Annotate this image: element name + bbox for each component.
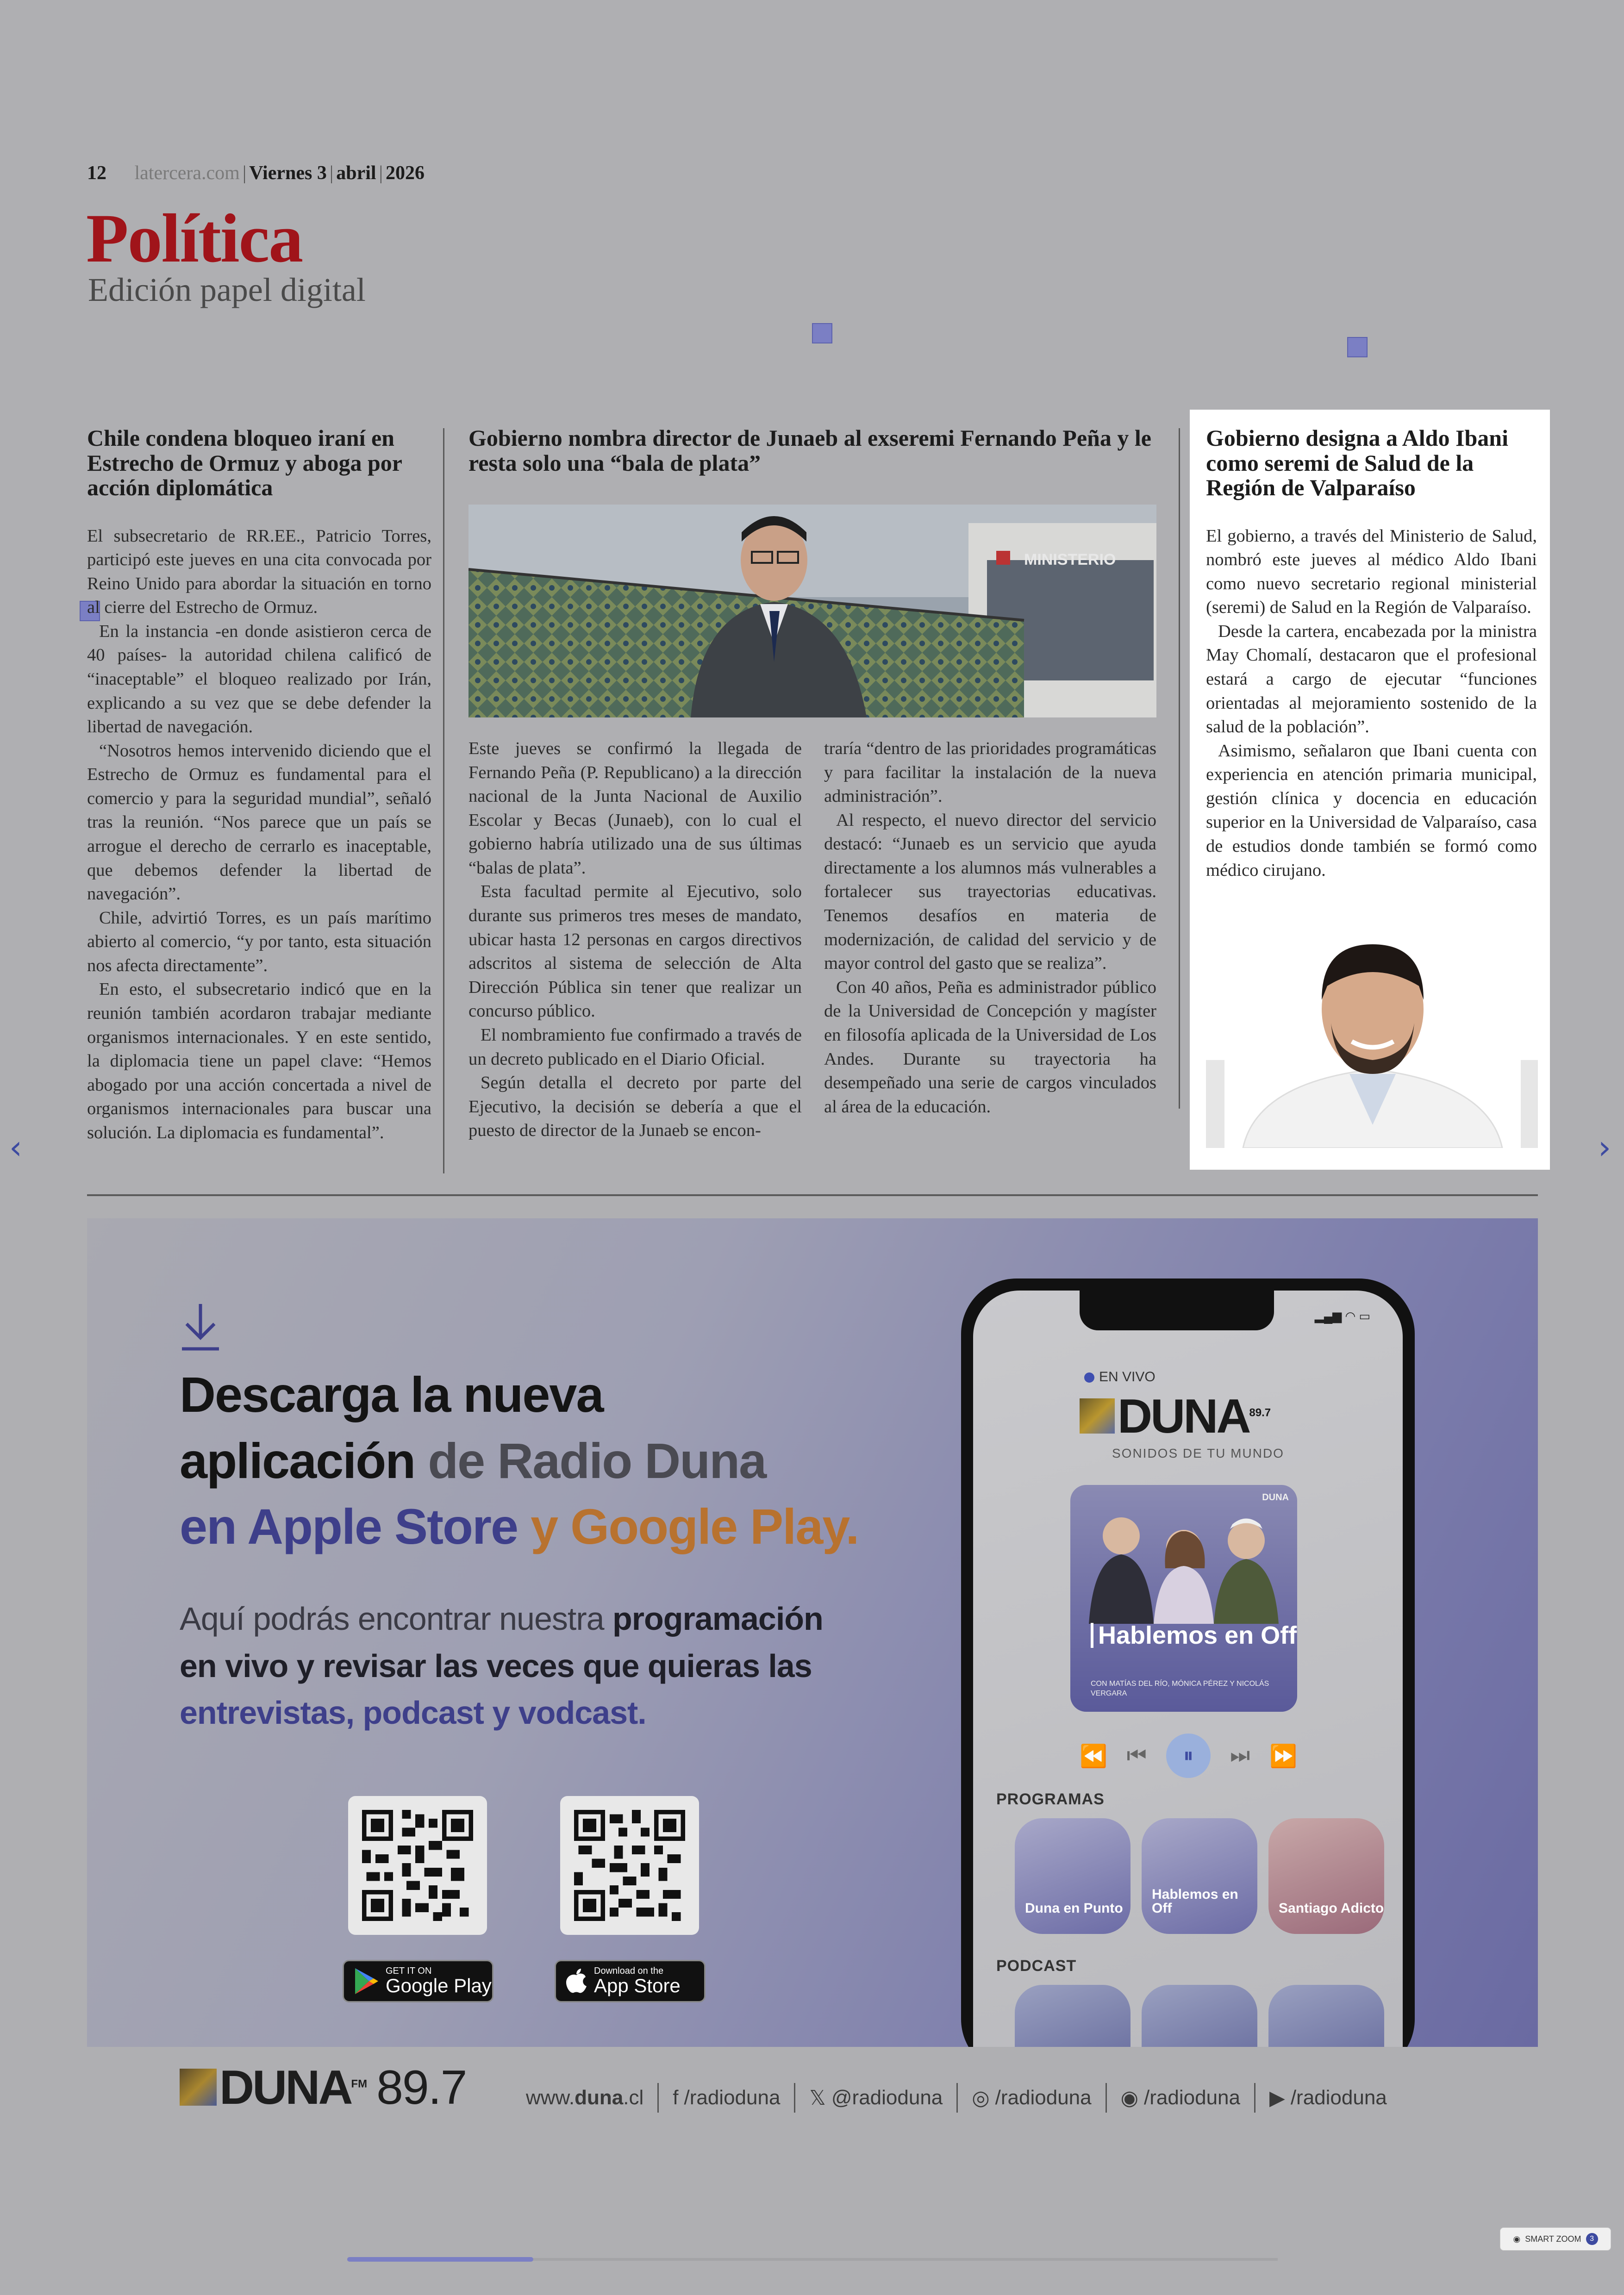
programs-label: PROGRAMAS <box>996 1790 1105 1808</box>
podcast-label: PODCAST <box>996 1957 1077 1975</box>
instagram-link[interactable] <box>956 2083 1105 2113</box>
app-store-badge[interactable] <box>555 1960 706 2002</box>
facebook-icon: f <box>673 2086 679 2109</box>
article-ibani[interactable] <box>1206 426 1537 882</box>
article-paragraph: “Nosotros hemos intervenido diciendo que el Estrecho de Ormuz es fundamental para el comercio y para la seguridad mundial”, señaló tras la reunión. “Nos parece que un país se arrogue el derecho de cerrarlo es inaceptable, que debemos defender la libertad de navegación”. <box>87 741 431 904</box>
article-junaeb-col2[interactable] <box>824 737 1156 1119</box>
next-icon[interactable]: ⏭ <box>1230 1743 1250 1768</box>
edition-subtitle: Edición papel digital <box>88 271 366 308</box>
social-handle: /radioduna <box>995 2086 1092 2109</box>
article-paragraph: Esta facultad permite al Ejecutivo, solo durante sus primeros tres meses de mandato, ubicar hasta 12 personas en cargos directivos adscritos al sistema de selección de Alta Dirección Pública sin tener que realizar un concurso público. <box>468 882 802 1021</box>
x-link[interactable] <box>794 2083 956 2113</box>
x-icon: 𝕏 <box>809 2086 826 2109</box>
section-title: Política <box>86 200 303 277</box>
fast-forward-icon[interactable]: ⏩ <box>1269 1744 1297 1769</box>
live-label: EN VIVO <box>1099 1369 1156 1384</box>
google-play-badge[interactable] <box>343 1960 493 2002</box>
featured-hosts-photo <box>1070 1503 1297 1624</box>
player-controls <box>1080 1735 1297 1777</box>
spotify-icon: ◉ <box>1120 2086 1139 2109</box>
date-month: abril <box>336 162 376 184</box>
program-name: Santiago Adicto <box>1279 1901 1384 1916</box>
apple-icon <box>565 1968 587 1995</box>
page-header-meta: 12 latercera.com | Viernes 3 | abril | 2026 <box>87 162 425 184</box>
article-paragraph: Al respecto, el nuevo director del servicio destacó: “Junaeb es un servicio que ayuda directamente a los alumnos más vulnerables a fortalecer sus trayectorias educativas. Tenemos desafíos en materia de modernización, de calidad del servicio y de mayor control del gasto que se realiza”. <box>824 810 1156 973</box>
app-logo <box>1080 1392 1271 1441</box>
previous-icon[interactable]: ⏮ <box>1126 1743 1147 1768</box>
footer-frequency: 89.7 <box>376 2061 467 2114</box>
featured-show-hosts: CON MATÍAS DEL RÍO, MÓNICA PÉREZ Y NICOLÁS VERGARA <box>1091 1680 1269 1697</box>
date-day: Viernes 3 <box>249 162 327 184</box>
ad-headline-part: aplicación <box>180 1432 415 1489</box>
program-name: Hablemos en Off <box>1152 1887 1238 1916</box>
app-logo-sup: 89.7 <box>1249 1406 1271 1419</box>
building-sign: MINISTERIO <box>1024 551 1116 568</box>
podcast-card[interactable] <box>1268 1985 1384 2047</box>
article-paragraph: Desde la cartera, encabezada por la ministra May Chomalí, destacaron que el profesional estará a cargo de ejecutar “funciones orientadas al mejoramiento sostenido de la salud de la población”. <box>1206 621 1537 737</box>
program-card[interactable] <box>1015 1818 1131 1934</box>
program-name: Duna en Punto <box>1025 1901 1123 1916</box>
article-title: Gobierno designa a Aldo Ibani como seremi de Salud de la Región de Valparaíso <box>1206 425 1508 500</box>
youtube-link[interactable] <box>1254 2083 1401 2113</box>
social-handle: /radioduna <box>1290 2086 1387 2109</box>
featured-show-card[interactable] <box>1070 1485 1297 1712</box>
article-hotspot-marker[interactable] <box>812 323 832 343</box>
podcast-card[interactable] <box>1015 1985 1131 2047</box>
social-handle: /radioduna <box>1144 2086 1240 2109</box>
article-paragraph: Chile, advirtió Torres, es un país marítimo abierto al comercio, “y por tanto, esta situación nos afecta directamente”. <box>87 908 431 975</box>
article-paragraph: En esto, el subsecretario indicó que en la reunión también acordaron trabajar mediante organismos internacionales. Y en este sentido, la diplomacia tiene un papel clave: “Hemos abogado por una acción concertada a nivel de organismos internacionales para buscar una solución. La diplomacia es fundamental”. <box>87 979 431 1142</box>
ad-body <box>180 1596 823 1737</box>
column-divider <box>1179 428 1180 1109</box>
social-handle: /radioduna <box>684 2086 781 2109</box>
smart-zoom-label: SMART ZOOM <box>1525 2234 1581 2244</box>
program-card[interactable] <box>1268 1818 1384 1934</box>
article-junaeb-col1[interactable] <box>468 737 802 1143</box>
article-photo-fernando-pena <box>468 505 1156 717</box>
next-page-button[interactable]: › <box>1598 1129 1611 1166</box>
duna-footer-logo <box>180 2061 467 2114</box>
footer-logo-text: DUNA <box>219 2061 351 2114</box>
podcast-card[interactable] <box>1142 1985 1257 2047</box>
rewind-icon[interactable]: ⏪ <box>1080 1744 1107 1769</box>
app-tagline: SONIDOS DE TU MUNDO <box>1112 1446 1284 1460</box>
ad-headline <box>180 1362 858 1560</box>
ad-body-part: programación <box>612 1601 823 1637</box>
date-year: 2026 <box>386 162 425 184</box>
website-part: duna <box>575 2086 624 2109</box>
instagram-icon: ◎ <box>972 2086 990 2109</box>
social-handle: @radioduna <box>831 2086 943 2109</box>
status-icons: ▂▄▆ ◠ ▭ <box>1314 1309 1370 1323</box>
article-paragraph: El subsecretario de RR.EE., Patricio Torres, participó este jueves en una cita convocada por Reino Unido para abordar la situación en torno al cierre del Estrecho de Ormuz. <box>87 526 431 617</box>
article-paragraph: traría “dentro de las prioridades programáticas y para facilitar la instalación de la nueva administración”. <box>824 739 1156 806</box>
google-play-qr[interactable] <box>348 1796 487 1935</box>
article-junaeb-header[interactable] <box>468 426 1158 499</box>
ad-body-part: Aquí podrás encontrar nuestra <box>180 1601 613 1637</box>
page-number: 12 <box>87 162 106 184</box>
ad-headline-part: de Radio Duna <box>415 1432 766 1489</box>
app-screen <box>973 1291 1403 2047</box>
facebook-link[interactable] <box>657 2083 794 2113</box>
page-progress-fill <box>347 2257 533 2262</box>
live-indicator[interactable] <box>1084 1369 1156 1385</box>
website-link[interactable] <box>526 2083 657 2113</box>
badge-big-text: Google Play <box>386 1974 492 1996</box>
website-part: www. <box>526 2086 575 2109</box>
ad-body-part: entrevistas, podcast y vodcast. <box>180 1695 646 1731</box>
smart-zoom-button[interactable] <box>1500 2227 1611 2251</box>
footer-logo-sup: FM <box>351 2077 368 2090</box>
article-paragraph: El gobierno, a través del Ministerio de Salud, nombró este jueves al médico Aldo Ibani como nuevo secretario regional ministerial (seremi) de Salud en la Región de Valparaíso. <box>1206 526 1537 617</box>
ad-body-part: en vivo y revisar las veces que quieras las <box>180 1647 812 1684</box>
article-paragraph: Con 40 años, Peña es administrador público de la Universidad de Concepción y magíster en filosofía aplicada de la Universidad de Los Andes. Durante su trayectoria ha desempeñado una serie de cargos vinculados al área de la educación. <box>824 977 1156 1116</box>
smart-zoom-count: 3 <box>1586 2233 1598 2245</box>
youtube-icon: ▶ <box>1269 2086 1285 2109</box>
badge-big-text: App Store <box>594 1974 681 1996</box>
featured-show-title: Hablemos en Off <box>1091 1623 1297 1648</box>
ad-headline-part: y Google Play. <box>518 1498 859 1555</box>
phone-mockup <box>961 1278 1415 2047</box>
badge-small-text: Download on the <box>594 1965 664 1976</box>
section-divider <box>87 1194 1538 1196</box>
article-paragraph: En la instancia -en donde asistieron cerca de 40 países- la autoridad chilena calificó de “inaceptable” el bloqueo realizado por Irán, explicando a su vez que se debe defender la libertad de navegación. <box>87 621 431 737</box>
social-links <box>526 2083 1401 2113</box>
pause-icon[interactable]: ⏸ <box>1166 1734 1211 1778</box>
featured-badge: DUNA <box>1262 1492 1289 1503</box>
article-title: Gobierno nombra director de Junaeb al exseremi Fernando Peña y le resta solo una “bala de plata” <box>468 425 1151 476</box>
site-name: latercera.com <box>134 162 240 184</box>
ad-headline-part: en Apple Store <box>180 1498 518 1555</box>
website-part: .cl <box>623 2086 644 2109</box>
article-photo-aldo-ibani <box>1206 921 1538 1148</box>
article-hotspot-marker[interactable] <box>1347 337 1368 357</box>
badge-small-text: GET IT ON <box>386 1965 432 1976</box>
spotify-link[interactable] <box>1106 2083 1254 2113</box>
phone-notch <box>1080 1291 1274 1330</box>
article-paragraph: Según detalla el decreto por parte del Ejecutivo, la decisión se debería a que el puesto de director de la Junaeb se encon- <box>468 1073 802 1141</box>
google-play-icon <box>353 1967 379 1995</box>
article-paragraph: Este jueves se confirmó la llegada de Fernando Peña (P. Republicano) a la dirección nacional de la Junta Nacional de Auxilio Escolar y Becas (Junaeb), con lo cual el gobierno habría utilizado una de sus últimas “balas de plata”. <box>468 739 802 878</box>
article-paragraph: Asimismo, señalaron que Ibani cuenta con experiencia en atención primaria municipal, gestión clínica y docencia en educación superior en la Universidad de Valparaíso, casa de estudios donde también se formó como médico cirujano. <box>1206 741 1537 880</box>
eye-icon: ◉ <box>1513 2234 1521 2244</box>
article-ormuz[interactable] <box>87 426 431 1145</box>
previous-page-button[interactable]: ‹ <box>9 1129 22 1166</box>
article-paragraph: El nombramiento fue confirmado a través de un decreto publicado en el Diario Oficial. <box>468 1025 802 1069</box>
column-divider <box>443 428 444 1173</box>
app-logo-text: DUNA <box>1118 1390 1249 1443</box>
radio-duna-ad[interactable] <box>87 1218 1538 2047</box>
article-title: Chile condena bloqueo iraní en Estrecho de Ormuz y aboga por acción diplomática <box>87 425 402 500</box>
ad-headline-line: Descarga la nueva <box>180 1366 603 1422</box>
app-store-qr[interactable] <box>560 1796 699 1935</box>
program-card[interactable] <box>1142 1818 1257 1934</box>
download-icon <box>180 1302 221 1353</box>
